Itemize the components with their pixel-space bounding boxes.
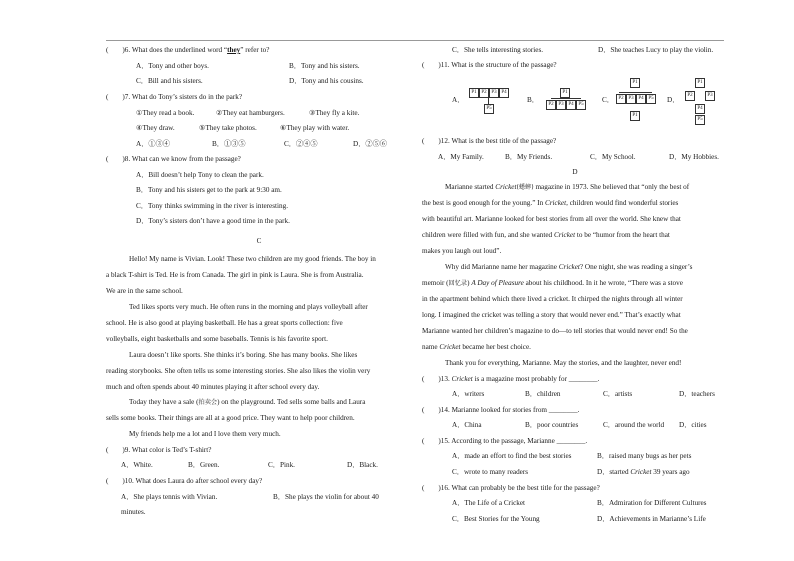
q9-stem: ( )9. What color is Ted’s T-shirt? xyxy=(106,446,212,454)
q11-option-c[interactable] xyxy=(602,78,672,128)
q16-option-a[interactable]: A．The Life of a Cricket xyxy=(452,499,526,507)
structure-box: P1 xyxy=(560,88,570,98)
c-p1-line3: We are in the same school. xyxy=(106,287,183,295)
connector xyxy=(619,92,652,93)
d-p1-line3: with beautiful art. Marianne looked for best stories from all over the world. She knew that xyxy=(422,215,681,223)
q14-option-a[interactable]: A．China xyxy=(452,421,482,429)
q7-statement-5: ⑤They take photos. xyxy=(199,124,257,132)
q13-option-b[interactable]: B．children xyxy=(525,390,561,398)
c-p2-line2: school. He is also good at playing basketball. He has a great sports collection: five xyxy=(106,319,343,327)
q11-b-label: B． xyxy=(527,96,539,104)
q12-option-c[interactable]: C．My School. xyxy=(590,153,636,161)
section-c-title: C xyxy=(256,237,262,245)
q14-stem: ( )14. Marianne looked for stories from ________. xyxy=(422,406,580,414)
d-p1-line1: Marianne started Cricket(蟋蟀) magazine in 1973. She believed that “only the best of xyxy=(445,183,690,191)
q6-stem: ( )6. What does the underlined word “they” refer to? xyxy=(106,46,270,54)
structure-box: P1 xyxy=(630,78,640,88)
q6-option-b[interactable]: B．Tony and his sisters. xyxy=(289,62,360,70)
c-p5-line1: My friends help me a lot and I love them very much. xyxy=(129,430,281,438)
q16-option-b[interactable]: B．Admiration for Different Cultures xyxy=(597,499,707,507)
c-p3-line1: Laura doesn’t like sports. She thinks it’s boring. She has many books. She likes xyxy=(129,351,358,359)
q9-option-d[interactable]: D．Black. xyxy=(347,461,378,469)
structure-box: P1 xyxy=(469,88,479,98)
structure-box: P2 xyxy=(546,100,556,110)
q13-option-a[interactable]: A．writers xyxy=(452,390,485,398)
q10-option-b-cont: minutes. xyxy=(121,508,146,516)
structure-box: P4 xyxy=(636,94,646,104)
q10-stem: ( )10. What does Laura do after school every day? xyxy=(106,477,263,485)
header-rule xyxy=(106,40,724,41)
q11-option-b[interactable] xyxy=(527,82,597,122)
d-p2-line5: Marianne wanted her children’s magazine to do—to tell stories that would never end! So the xyxy=(422,327,688,335)
structure-box: P3 xyxy=(556,100,566,110)
q14-option-c[interactable]: C．around the world xyxy=(603,421,665,429)
section-d-title: D xyxy=(572,168,578,176)
q13-option-d[interactable]: D．teachers xyxy=(679,390,715,398)
structure-box: P5 xyxy=(484,104,494,114)
q6-option-d[interactable]: D．Tony and his cousins. xyxy=(289,77,364,85)
q11-c-label: C． xyxy=(602,96,614,104)
structure-box: P3 xyxy=(626,94,636,104)
structure-box: P5 xyxy=(646,94,656,104)
structure-box: P4 xyxy=(695,104,705,114)
d-p2-line4: long. I imagined the cricket was telling a story that would never end.” That’s exactly what xyxy=(422,311,681,319)
d-p2-line1: Why did Marianne name her magazine Cricket? One night, she was reading a singer’s xyxy=(445,263,693,271)
d-p2-line6: name Cricket became her best choice. xyxy=(422,343,531,351)
q7-stem: ( )7. What do Tony’s sisters do in the park? xyxy=(106,93,243,101)
q7-statement-6: ⑥They play with water. xyxy=(280,124,350,132)
q15-option-d[interactable]: D．started Cricket 39 years ago xyxy=(597,468,690,476)
q10-option-d[interactable]: D．She teaches Lucy to play the violin. xyxy=(598,46,714,54)
q8-option-a[interactable]: A．Bill doesn’t help Tony to clean the park. xyxy=(136,171,264,179)
q10-option-b[interactable]: B．She plays the violin for about 40 xyxy=(273,493,379,501)
q16-stem: ( )16. What can probably be the best title for the passage? xyxy=(422,484,600,492)
c-p2-line3: volleyballs, eight basketballs and some baseballs. Tennis is his favorite sport. xyxy=(106,335,328,343)
q14-option-d[interactable]: D．cities xyxy=(679,421,707,429)
q9-option-a[interactable]: A．White. xyxy=(121,461,153,469)
c-p4-line2: sells some books. Their things are all at a good price. They want to help poor children. xyxy=(106,414,355,422)
q13-stem: ( )13. Cricket is a magazine most probably for ________. xyxy=(422,375,600,383)
q11-d-label: D． xyxy=(667,96,680,104)
q7-option-d[interactable]: D．②⑤⑥ xyxy=(353,140,387,148)
q15-stem: ( )15. According to the passage, Marianne ________. xyxy=(422,437,588,445)
q7-statement-3: ③They fly a kite. xyxy=(309,109,360,117)
connector xyxy=(551,98,581,99)
q11-option-a[interactable] xyxy=(452,82,532,122)
q12-option-b[interactable]: B．My Friends. xyxy=(505,153,553,161)
q16-option-d[interactable]: D．Achievements in Marianne’s Life xyxy=(597,515,706,523)
q11-a-label: A． xyxy=(452,96,465,104)
q12-option-a[interactable]: A．My Family. xyxy=(438,153,484,161)
q12-option-d[interactable]: D．My Hobbies. xyxy=(669,153,719,161)
connector xyxy=(488,97,489,104)
c-p2-line1: Ted likes sports very much. He often runs in the morning and plays volleyball after xyxy=(129,303,368,311)
structure-box: P4 xyxy=(566,100,576,110)
structure-box: P3 xyxy=(705,91,715,101)
d-p1-line2: the best is good enough for the young.” In Cricket, children would find wonderful stories xyxy=(422,199,679,207)
q6-option-a[interactable]: A．Tony and other boys. xyxy=(136,62,209,70)
structure-box: P3 xyxy=(489,88,499,98)
q15-option-b[interactable]: B．raised many bugs as her pets xyxy=(597,452,692,460)
q11-option-d[interactable] xyxy=(667,78,727,128)
c-p1-line2: a black T-shirt is Ted. He is from Canada. The girl in pink is Laura. She is from Australia. xyxy=(106,271,364,279)
c-p4-line1: Today they have a sale (拍卖会) on the playground. Ted sells some balls and Laura xyxy=(129,398,366,406)
q7-statement-2: ②They eat hamburgers. xyxy=(216,109,285,117)
q11-stem: ( )11. What is the structure of the passage? xyxy=(422,61,557,69)
q9-option-c[interactable]: C．Pink. xyxy=(268,461,295,469)
structure-box: P1 xyxy=(695,78,705,88)
q9-option-b[interactable]: B．Green. xyxy=(188,461,220,469)
q15-option-c[interactable]: C．wrote to many readers xyxy=(452,468,529,476)
q8-option-c[interactable]: C．Tony thinks swimming in the river is interesting. xyxy=(136,202,289,210)
q7-option-b[interactable]: B．①③⑤ xyxy=(212,140,246,148)
d-p1-line4: children were filled with fun, and she wanted Cricket to be “humor from the heart that xyxy=(422,231,670,239)
structure-box: P5 xyxy=(576,100,586,110)
q15-option-a[interactable]: A．made an effort to find the best stories xyxy=(452,452,572,460)
structure-box: P2 xyxy=(616,94,626,104)
q7-statement-1: ①They read a book. xyxy=(136,109,195,117)
d-p3-line1: Thank you for everything, Marianne. May the stories, and the laughter, never end! xyxy=(445,359,682,367)
q8-stem: ( )8. What can we know from the passage? xyxy=(106,155,241,163)
q7-statement-4: ④They draw. xyxy=(136,124,175,132)
structure-box: P2 xyxy=(479,88,489,98)
q16-option-c[interactable]: C．Best Stories for the Young xyxy=(452,515,540,523)
q7-option-a[interactable]: A．①③④ xyxy=(136,140,170,148)
q8-option-b[interactable]: B．Tony and his sisters get to the park at 9:30 am. xyxy=(136,186,282,194)
q10-option-a[interactable]: A．She plays tennis with Vivian. xyxy=(121,493,218,501)
d-p2-line2: memoir (回忆录) A Day of Pleasure about his childhood. In it he wrote, “There was a stove xyxy=(422,279,683,287)
structure-box: P1 xyxy=(630,111,640,121)
d-p1-line5: makes you laugh out loud”. xyxy=(422,247,502,255)
structure-box: P4 xyxy=(499,88,509,98)
q8-option-d[interactable]: D．Tony’s sisters don’t have a good time in the park. xyxy=(136,217,290,225)
q12-stem: ( )12. What is the best title of the passage? xyxy=(422,137,557,145)
q14-option-b[interactable]: B．poor countries xyxy=(525,421,579,429)
q6-option-c[interactable]: C．Bill and his sisters. xyxy=(136,77,203,85)
q13-option-c[interactable]: C．artists xyxy=(603,390,633,398)
q7-option-c[interactable]: C．②④⑤ xyxy=(284,140,318,148)
c-p1-line1: Hello! My name is Vivian. Look! These two children are my good friends. The boy in xyxy=(129,255,376,263)
c-p3-line3: much and often spends about 40 minutes playing it after school every day. xyxy=(106,383,320,391)
structure-box: P5 xyxy=(695,115,705,125)
q10-option-c[interactable]: C．She tells interesting stories. xyxy=(452,46,544,54)
c-p3-line2: reading storybooks. She often tells us some interesting stories. She also likes the violin very xyxy=(106,367,371,375)
structure-box: P2 xyxy=(685,91,695,101)
d-p2-line3: in the apartment behind which there lived a cricket. It chirped the nights through all winter xyxy=(422,295,683,303)
